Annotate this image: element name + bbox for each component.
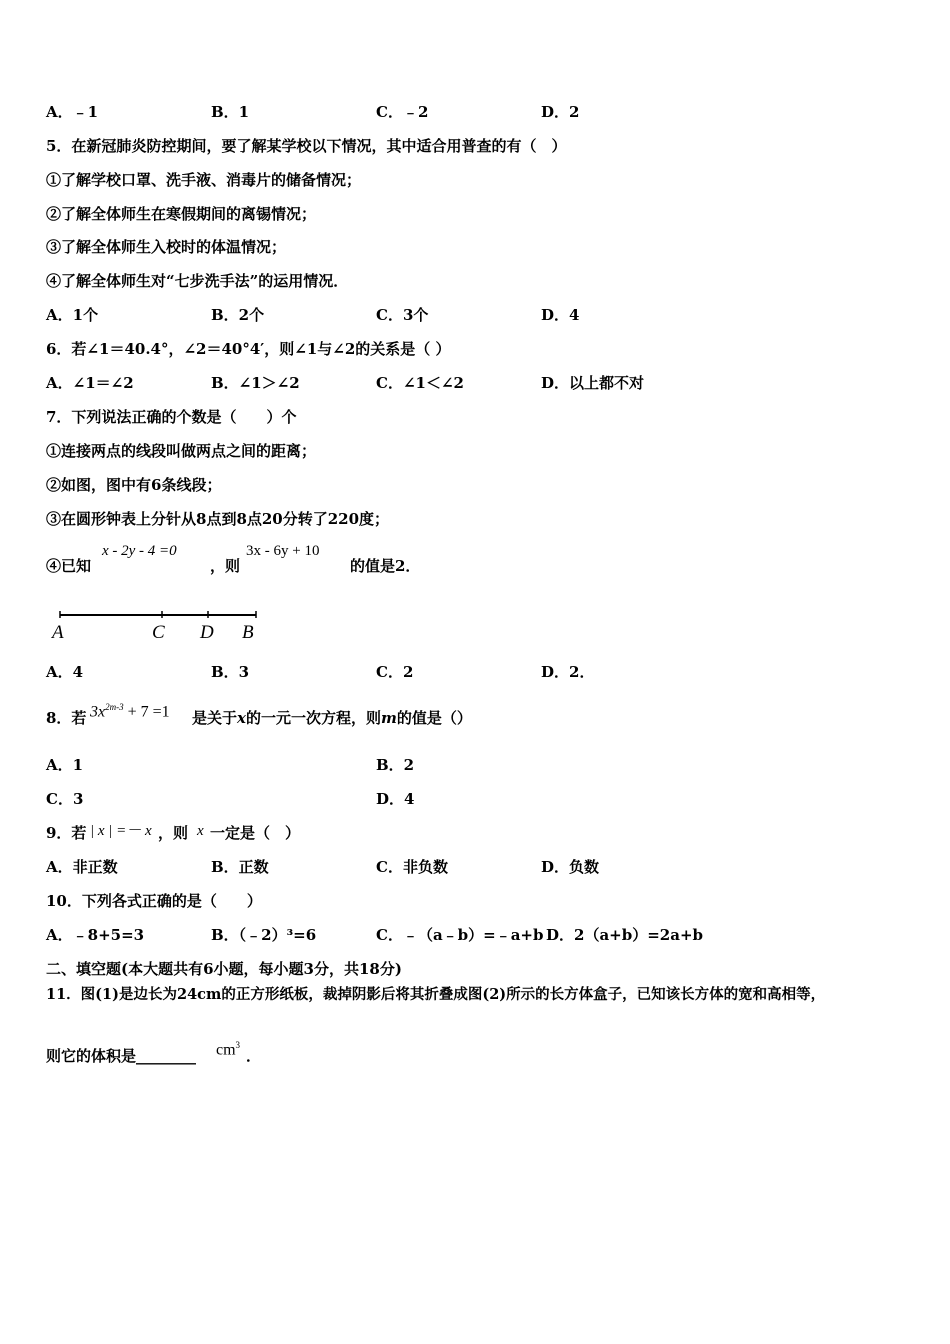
q8-equation-rest: + 7 =1	[123, 703, 170, 721]
q8-equation-exponent: 2m-3	[105, 702, 124, 712]
q4-option-d: D．2	[541, 103, 580, 121]
q5-item-4: ④了解全体师生对“七步洗手法”的运用情况．	[46, 272, 349, 290]
q7-item-1: ①连接两点的线段叫做两点之间的距离；	[46, 442, 317, 460]
q7-item-3: ③在圆形钟表上分针从8点到8点20分转了220度；	[46, 510, 390, 528]
q6-option-d: D．以上都不对	[541, 374, 645, 392]
q7-item-4-suffix: 的值是2．	[350, 557, 421, 575]
q11-unit	[216, 1036, 240, 1059]
q8-suffix-b: 的一元一次方程，则	[245, 709, 381, 727]
q5-item-2: ②了解全体师生在寒假期间的离锡情况；	[46, 205, 317, 223]
q4-option-a: A．﹣1	[46, 103, 99, 121]
q8-equation	[90, 698, 170, 721]
q7-option-a: A．4	[46, 663, 84, 681]
q9-option-d: D．负数	[541, 858, 600, 876]
q10-option-d: D．2（a+b）=2a+b	[546, 926, 704, 944]
q7-expression-1: x - 2y - 4 =0	[102, 543, 177, 559]
q8-option-b: B．2	[376, 756, 415, 774]
q9-mid: ，则	[158, 824, 189, 842]
point-label-b: B	[242, 622, 254, 643]
q6-stem: 6．若∠1＝40.4°，∠2＝40°4′，则∠1与∠2的关系是（ ）	[46, 340, 451, 358]
q8-option-d: D．4	[376, 790, 415, 808]
q10-stem: 10．下列各式正确的是（ ）	[46, 892, 262, 910]
point-label-c: C	[152, 622, 165, 643]
q5-option-b: B．2个	[211, 306, 265, 324]
point-label-a: A	[52, 622, 64, 643]
q5-item-3: ③了解全体师生入校时的体温情况；	[46, 238, 287, 256]
q10-option-c: C．﹣（a﹣b）=﹣a+b	[376, 926, 544, 944]
q9-option-c: C．非负数	[376, 858, 448, 876]
q8-suffix	[192, 708, 472, 728]
q7-item-2: ②如图，图中有6条线段；	[46, 476, 222, 494]
q9-option-a: A．非正数	[46, 858, 118, 876]
q8-var-m: m	[380, 709, 397, 727]
q7-stem: 7．下列说法正确的个数是（ ）个	[46, 408, 297, 426]
q8-suffix-c: 的值是（）	[396, 709, 472, 727]
q4-option-c: C．﹣2	[376, 103, 429, 121]
q11-unit-exponent: 3	[235, 1040, 241, 1050]
q9-suffix: 一定是（ ）	[210, 824, 301, 842]
q9-var-x: x	[197, 823, 204, 839]
q5-item-1: ①了解学校口罩、洗手液、消毒片的储备情况；	[46, 171, 362, 189]
q11-unit-base: cm	[216, 1041, 236, 1059]
q10-option-a: A．﹣8+5=3	[46, 926, 145, 944]
q11-line-2-prefix: 则它的体积是________	[46, 1047, 197, 1065]
q5-option-a: A．1个	[46, 306, 99, 324]
q5-option-c: C．3个	[376, 306, 429, 324]
q7-expression-2: 3x - 6y + 10	[246, 543, 320, 559]
point-label-d: D	[200, 622, 214, 643]
q6-option-b: B．∠1＞∠2	[211, 374, 300, 392]
q8-prefix: 8．若	[46, 709, 87, 727]
q6-option-a: A．∠1＝∠2	[46, 374, 134, 392]
q8-option-c: C．3	[46, 790, 84, 808]
q7-item-4-prefix: ④已知	[46, 557, 92, 575]
q4-option-b: B．1	[211, 103, 250, 121]
q5-stem: 5．在新冠肺炎防控期间，要了解某学校以下情况，其中适合用普查的有（ ）	[46, 137, 567, 155]
q9-condition: | x | =－ x	[90, 823, 152, 839]
q7-option-b: B．3	[211, 663, 250, 681]
q8-equation-base: 3x	[90, 703, 106, 721]
q11-line-2-suffix: ．	[246, 1047, 262, 1065]
section-2-heading: 二、填空题(本大题共有6小题，每小题3分，共18分)	[46, 960, 402, 978]
q8-option-a: A．1	[46, 756, 84, 774]
q7-segment-figure	[56, 608, 266, 622]
q7-option-c: C．2	[376, 663, 414, 681]
q11-line-1: 11．图(1)是边长为24cm的正方形纸板，裁掉阴影后将其折叠成图(2)所示的长方体盒子，已知该长方体的宽和高相等，	[46, 986, 826, 1003]
q6-option-c: C．∠1＜∠2	[376, 374, 464, 392]
q9-option-b: B．正数	[211, 858, 269, 876]
q10-option-b: B．（﹣2）³=6	[211, 926, 317, 944]
q9-prefix: 9．若	[46, 824, 87, 842]
q7-item-4-mid: ，则	[210, 557, 241, 575]
q8-var-x: x	[237, 709, 246, 727]
q8-suffix-a: 是关于	[192, 709, 238, 727]
q5-option-d: D．4	[541, 306, 580, 324]
q7-option-d: D．2．	[541, 663, 595, 681]
